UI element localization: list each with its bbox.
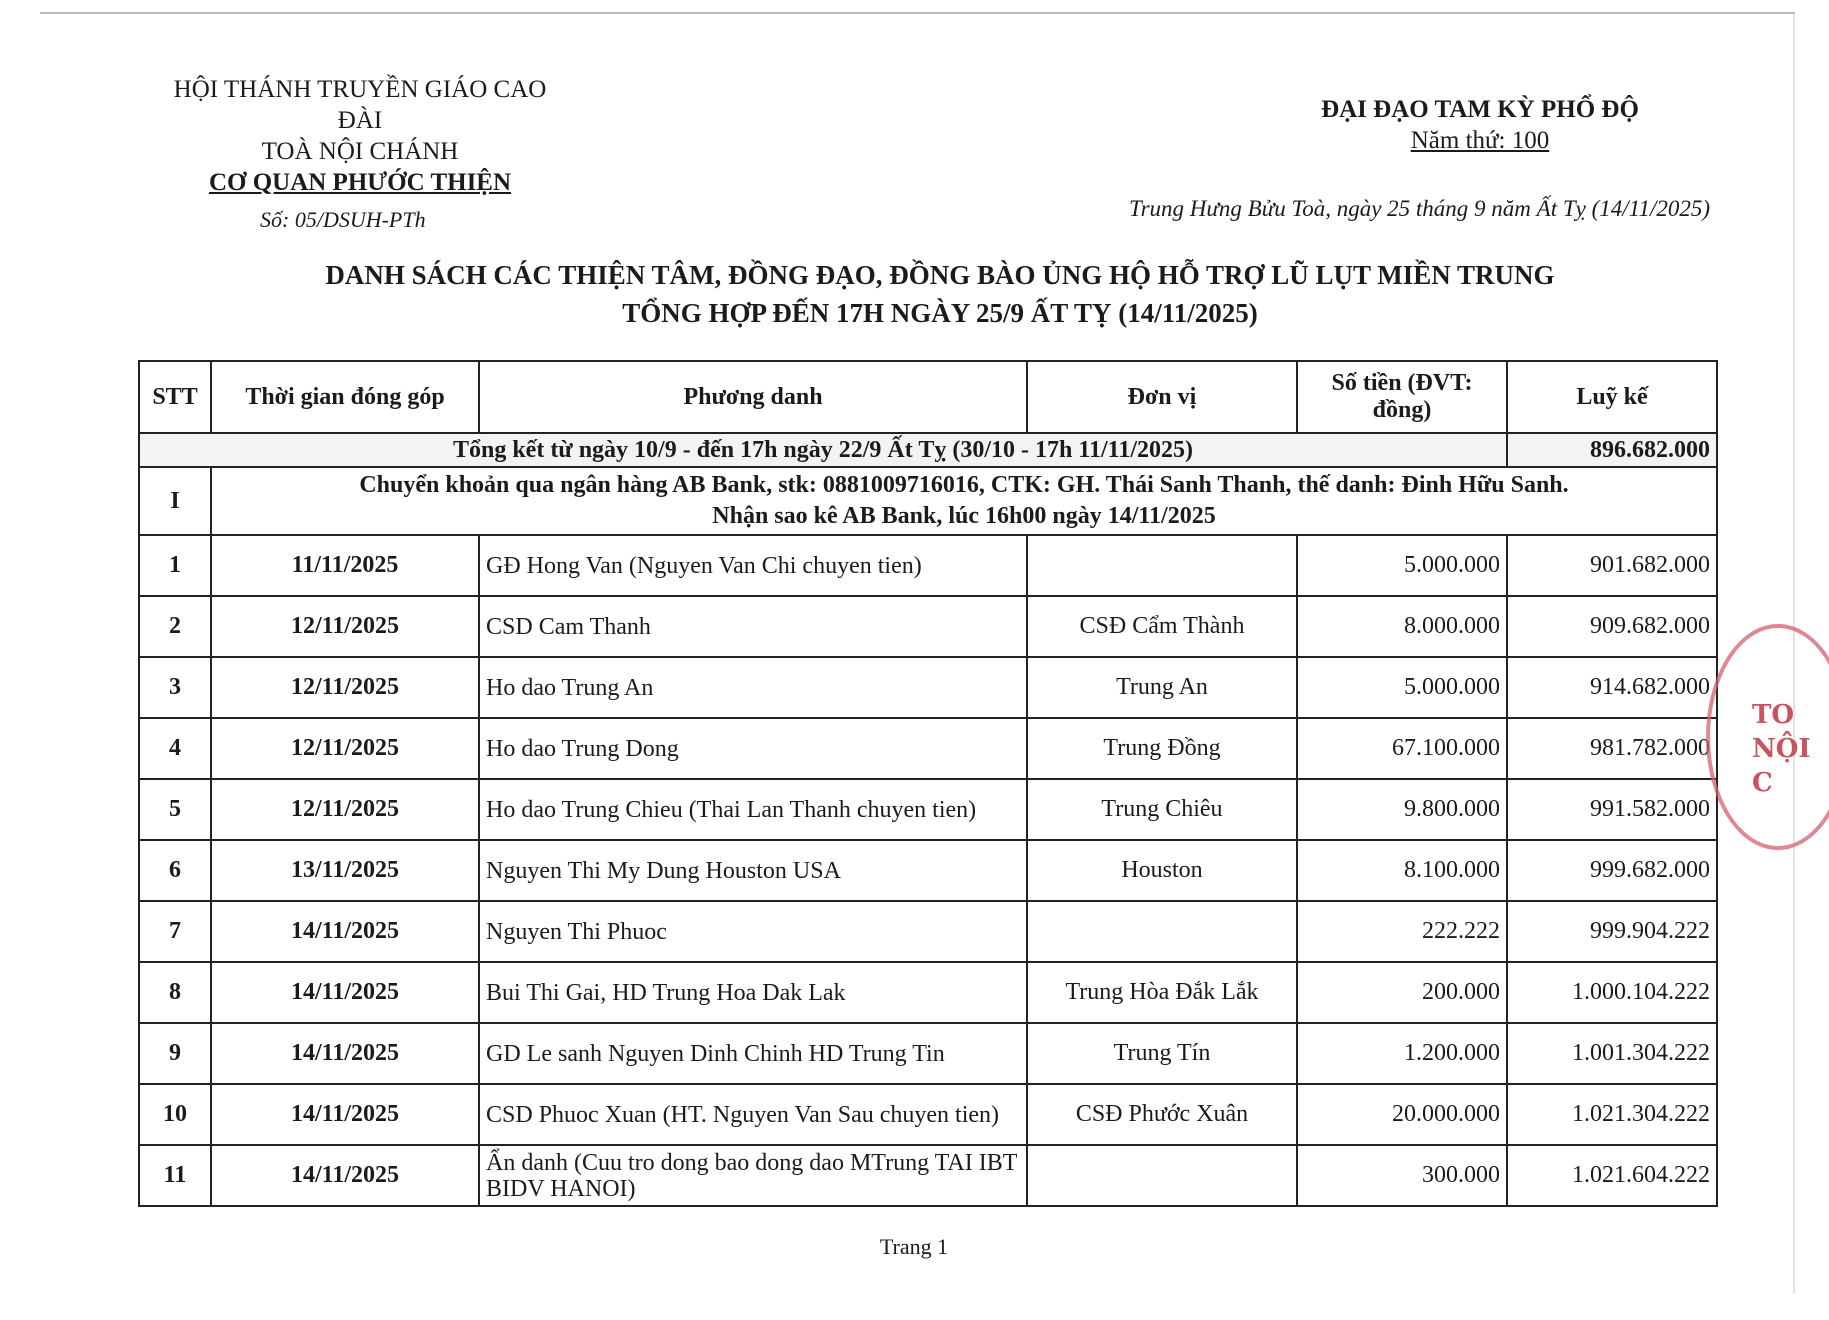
row-amount: 8.000.000: [1297, 596, 1507, 657]
header-date: Thời gian đóng góp: [211, 361, 479, 433]
row-stt: 7: [139, 901, 211, 962]
table-row: [139, 901, 1717, 962]
section-line: Nhận sao kê AB Bank, lúc 16h00 ngày 14/11/2025: [712, 503, 1216, 529]
table-header-row: [139, 361, 1717, 433]
row-unit: Trung Đồng: [1027, 718, 1297, 779]
row-unit: Trung An: [1027, 657, 1297, 718]
summary-row: [139, 433, 1717, 467]
issuer-header: [160, 74, 560, 235]
row-amount: 200.000: [1297, 962, 1507, 1023]
row-unit: [1027, 1145, 1297, 1206]
row-unit: Houston: [1027, 840, 1297, 901]
row-unit: Trung Chiêu: [1027, 779, 1297, 840]
row-name: Ho dao Trung Chieu (Thai Lan Thanh chuyen tien): [479, 779, 1027, 840]
row-cumulative: 991.582.000: [1507, 779, 1717, 840]
table-row: [139, 657, 1717, 718]
row-name: Ho dao Trung An: [479, 657, 1027, 718]
row-unit: [1027, 901, 1297, 962]
table-row: [139, 535, 1717, 596]
row-amount: 67.100.000: [1297, 718, 1507, 779]
row-unit: CSĐ Phước Xuân: [1027, 1084, 1297, 1145]
row-cumulative: 1.001.304.222: [1507, 1023, 1717, 1084]
row-stt: 6: [139, 840, 211, 901]
header-name: Phương danh: [479, 361, 1027, 433]
row-amount: 222.222: [1297, 901, 1507, 962]
document-date: Trung Hưng Bửu Toà, ngày 25 tháng 9 năm Ất Tỵ (14/11/2025): [1129, 196, 1710, 221]
religion-name: ĐẠI ĐẠO TAM KỲ PHỔ ĐỘ: [1321, 96, 1639, 123]
row-date: 14/11/2025: [211, 962, 479, 1023]
row-unit: CSĐ Cẩm Thành: [1027, 596, 1297, 657]
table-row: [139, 1145, 1717, 1206]
title-line: TỔNG HỢP ĐẾN 17H NGÀY 25/9 ẤT TỴ (14/11/2025): [622, 298, 1258, 328]
table-row: [139, 779, 1717, 840]
document-number: Số: 05/DSUH-PTh: [260, 207, 426, 232]
seal-stamp-text: [1752, 698, 1829, 800]
donation-table: [138, 360, 1718, 1207]
row-name: GD Le sanh Nguyen Dinh Chinh HD Trung Tin: [479, 1023, 1027, 1084]
row-amount: 9.800.000: [1297, 779, 1507, 840]
row-date: 14/11/2025: [211, 901, 479, 962]
row-name: Ẩn danh (Cuu tro dong bao dong dao MTrung TAI IBT BIDV HANOI): [479, 1145, 1027, 1206]
row-date: 12/11/2025: [211, 657, 479, 718]
row-cumulative: 1.021.604.222: [1507, 1145, 1717, 1206]
row-stt: 2: [139, 596, 211, 657]
table-row: [139, 1023, 1717, 1084]
row-unit: [1027, 535, 1297, 596]
table-row: [139, 718, 1717, 779]
row-date: 12/11/2025: [211, 596, 479, 657]
row-amount: 8.100.000: [1297, 840, 1507, 901]
row-date: 12/11/2025: [211, 718, 479, 779]
row-name: Bui Thi Gai, HD Trung Hoa Dak Lak: [479, 962, 1027, 1023]
row-name: CSD Phuoc Xuan (HT. Nguyen Van Sau chuyen tien): [479, 1084, 1027, 1145]
section-number: I: [139, 467, 211, 535]
row-amount: 20.000.000: [1297, 1084, 1507, 1145]
issuer-department: CƠ QUAN PHƯỚC THIỆN: [208, 169, 512, 196]
seal-text: NỘI C: [1752, 734, 1811, 798]
row-name: GĐ Hong Van (Nguyen Van Chi chuyen tien): [479, 535, 1027, 596]
seal-text: TO: [1752, 700, 1794, 730]
issuer-line: TOÀ NỘI CHÁNH: [261, 138, 459, 165]
row-unit: Trung Hòa Đắk Lắk: [1027, 962, 1297, 1023]
header-stt: STT: [139, 361, 211, 433]
row-stt: 4: [139, 718, 211, 779]
section-text: [211, 467, 1717, 535]
row-amount: 300.000: [1297, 1145, 1507, 1206]
row-amount: 5.000.000: [1297, 535, 1507, 596]
row-cumulative: 981.782.000: [1507, 718, 1717, 779]
row-stt: 8: [139, 962, 211, 1023]
row-cumulative: 1.021.304.222: [1507, 1084, 1717, 1145]
row-date: 14/11/2025: [211, 1145, 479, 1206]
row-date: 12/11/2025: [211, 779, 479, 840]
row-name: CSD Cam Thanh: [479, 596, 1027, 657]
header-amount: Số tiền (ĐVT: đồng): [1297, 361, 1507, 433]
row-cumulative: 999.904.222: [1507, 901, 1717, 962]
table-row: [139, 596, 1717, 657]
table-row: [139, 1084, 1717, 1145]
row-stt: 1: [139, 535, 211, 596]
row-stt: 9: [139, 1023, 211, 1084]
page-edge: [40, 12, 1795, 14]
row-name: Nguyen Thi Phuoc: [479, 901, 1027, 962]
row-cumulative: 999.682.000: [1507, 840, 1717, 901]
row-date: 13/11/2025: [211, 840, 479, 901]
document-title: [150, 256, 1730, 332]
row-amount: 1.200.000: [1297, 1023, 1507, 1084]
row-amount: 5.000.000: [1297, 657, 1507, 718]
section-line: Chuyển khoản qua ngân hàng AB Bank, stk: 0881009716016, CTK: GH. Thái Sanh Thanh, thế danh: Đinh Hữu Sanh.: [359, 472, 1569, 498]
row-cumulative: 909.682.000: [1507, 596, 1717, 657]
row-stt: 11: [139, 1145, 211, 1206]
row-stt: 3: [139, 657, 211, 718]
row-stt: 5: [139, 779, 211, 840]
page-number: Trang 1: [879, 1234, 949, 1259]
table-row: [139, 840, 1717, 901]
row-cumulative: 901.682.000: [1507, 535, 1717, 596]
header-unit: Đơn vị: [1027, 361, 1297, 433]
row-date: 14/11/2025: [211, 1084, 479, 1145]
row-name: Nguyen Thi My Dung Houston USA: [479, 840, 1027, 901]
row-unit: Trung Tín: [1027, 1023, 1297, 1084]
issuer-line: HỘI THÁNH TRUYỀN GIÁO CAO ĐÀI: [173, 76, 547, 134]
row-cumulative: 1.000.104.222: [1507, 962, 1717, 1023]
row-name: Ho dao Trung Dong: [479, 718, 1027, 779]
table-row: [139, 962, 1717, 1023]
row-date: 11/11/2025: [211, 535, 479, 596]
summary-total: 896.682.000: [1507, 433, 1717, 467]
title-line: DANH SÁCH CÁC THIỆN TÂM, ĐỒNG ĐẠO, ĐỒNG BÀO ỦNG HỘ HỖ TRỢ LŨ LỤT MIỀN TRUNG: [325, 260, 1555, 290]
row-date: 14/11/2025: [211, 1023, 479, 1084]
year-label: Năm thứ: 100: [1410, 127, 1550, 154]
row-cumulative: 914.682.000: [1507, 657, 1717, 718]
summary-label: Tổng kết từ ngày 10/9 - đến 17h ngày 22/9 Ất Tỵ (30/10 - 17h 11/11/2025): [139, 433, 1507, 467]
religion-header: [1280, 94, 1680, 156]
section-row: [139, 467, 1717, 535]
row-stt: 10: [139, 1084, 211, 1145]
header-cumulative: Luỹ kế: [1507, 361, 1717, 433]
